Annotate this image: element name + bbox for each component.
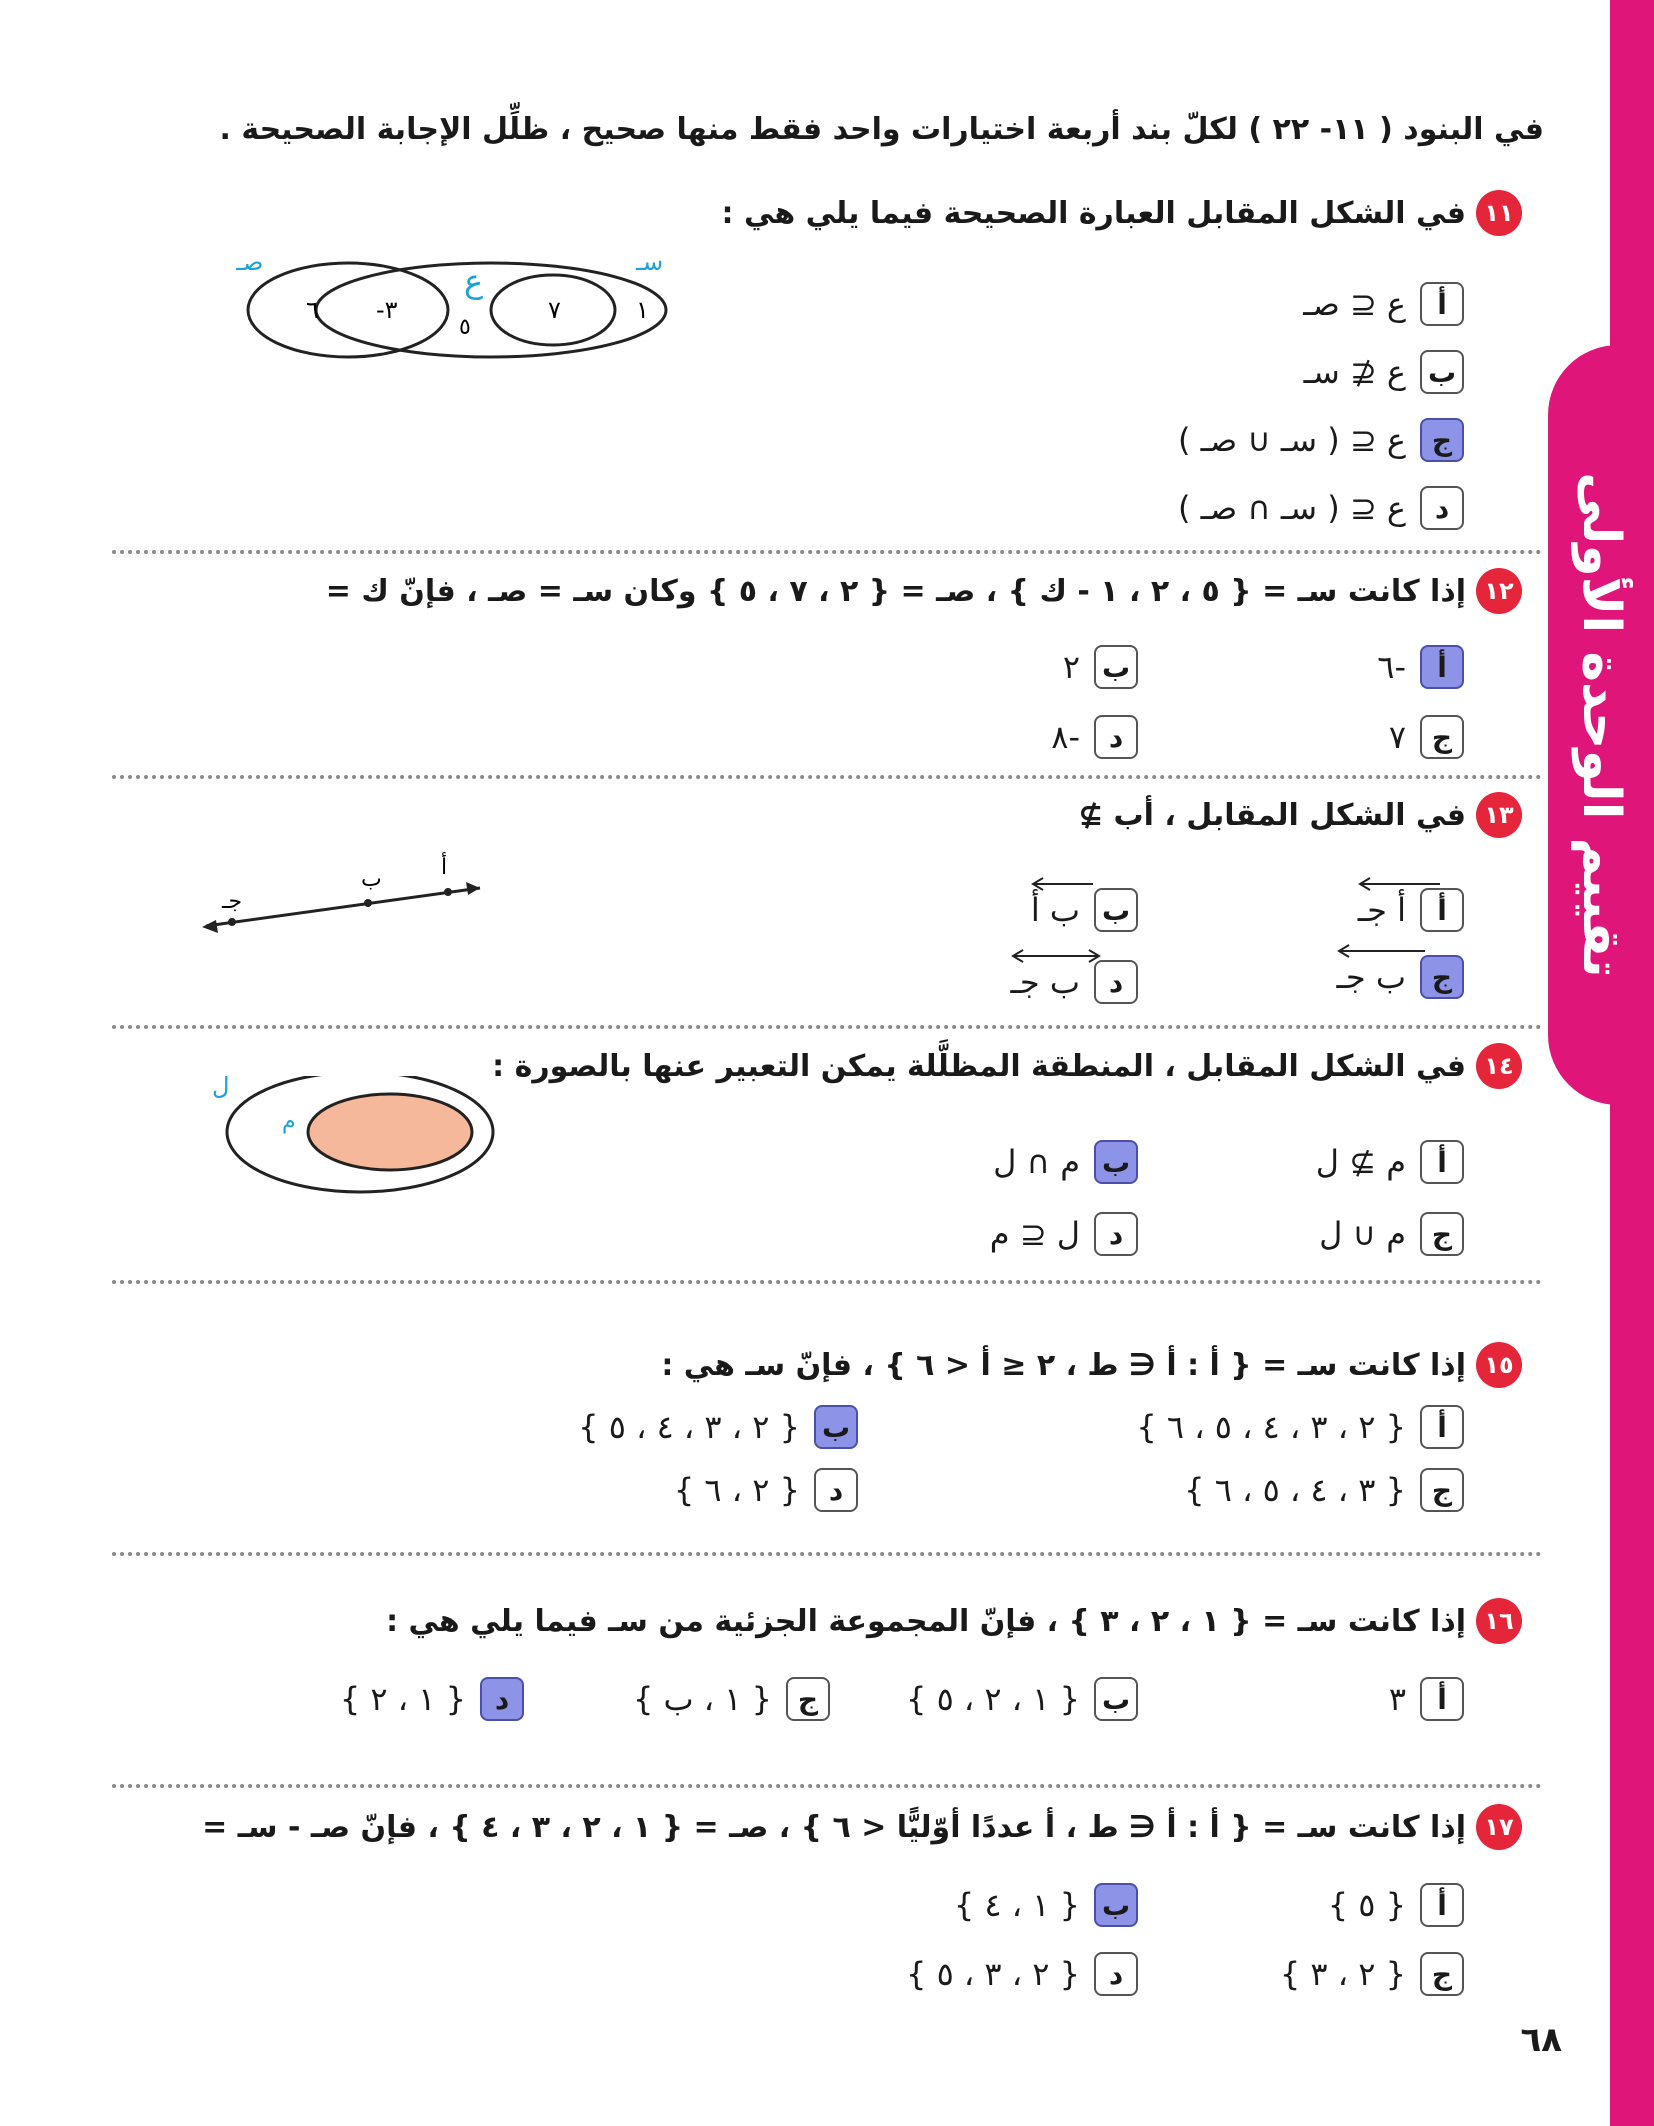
option-text: ل ⊆ م: [989, 1215, 1080, 1253]
point-label: أ: [441, 855, 448, 880]
option-letter[interactable]: د: [1094, 960, 1138, 1004]
option-letter[interactable]: ج: [1420, 1952, 1464, 1996]
venn-label-z: ع: [464, 262, 484, 300]
question-15-header: [661, 1342, 1522, 1388]
option-14-c[interactable]: [1319, 1212, 1464, 1256]
option-letter[interactable]: ب: [1420, 350, 1464, 394]
question-number: ١٢: [1476, 568, 1522, 614]
ray-arrow-icon: [1358, 877, 1442, 891]
option-16-c[interactable]: [633, 1677, 830, 1721]
set-label-outer: ل: [212, 1076, 230, 1100]
option-15-c[interactable]: [1184, 1468, 1464, 1512]
option-text: { ١ ، ٢ ، ٥ }: [906, 1680, 1080, 1718]
option-11-c[interactable]: [1178, 418, 1464, 462]
option-text: [1011, 963, 1080, 1001]
question-text: إذا كانت سـ = { أ : أ ∈ ط ، أ عددًا أوّليًّا < ٦ } ، صـ = { ١ ، ٢ ، ٣ ، ٤ } ، فإنّ صـ - سـ =: [202, 1809, 1466, 1845]
option-13-b[interactable]: [1031, 888, 1138, 932]
option-12-b[interactable]: [1063, 645, 1138, 689]
option-text: -٦: [1377, 648, 1406, 686]
option-text: ع ⊆ صـ: [1303, 285, 1406, 323]
line-arrow-icon: [1011, 949, 1101, 963]
option-13-c[interactable]: [1337, 955, 1464, 999]
ray-arrow-icon: [1031, 877, 1095, 891]
option-16-d[interactable]: [340, 1677, 524, 1721]
option-17-b[interactable]: [954, 1883, 1138, 1927]
question-text: في الشكل المقابل ، أب ⊉: [1077, 797, 1466, 833]
option-letter[interactable]: أ: [1420, 1677, 1464, 1721]
question-text: إذا كانت سـ = { ٥ ، ٢ ، ١ - ك } ، صـ = { ٢ ، ٧ ، ٥ } وكان سـ = صـ ، فإنّ ك =: [325, 573, 1466, 609]
option-17-a[interactable]: [1328, 1883, 1464, 1927]
option-letter-selected[interactable]: ب: [1094, 1883, 1138, 1927]
question-text: إذا كانت سـ = { أ : أ ∈ ط ، ٢ ≤ أ < ٦ } ، فإنّ سـ هي :: [661, 1347, 1466, 1383]
line-figure-13: [196, 850, 496, 940]
option-text: م ∪ ل: [1319, 1215, 1406, 1253]
option-letter[interactable]: ج: [1420, 1468, 1464, 1512]
question-12-header: [326, 568, 1522, 614]
question-16-header: [386, 1598, 1522, 1644]
option-text: { ٢ ، ٣ }: [1279, 1955, 1406, 1993]
option-letter-selected[interactable]: ب: [814, 1405, 858, 1449]
question-11-header: [722, 190, 1522, 236]
separator: [112, 1025, 1542, 1029]
separator: [112, 550, 1542, 554]
option-text: { ٣ ، ٤ ، ٥ ، ٦ }: [1184, 1471, 1406, 1509]
option-value: أ جـ: [1357, 891, 1406, 929]
option-16-b[interactable]: [906, 1677, 1138, 1721]
option-letter[interactable]: ب: [1094, 645, 1138, 689]
option-11-d[interactable]: [1178, 486, 1464, 530]
option-12-d[interactable]: [1051, 715, 1138, 759]
separator: [112, 775, 1542, 779]
option-letter[interactable]: ج: [786, 1677, 830, 1721]
option-letter[interactable]: ج: [1420, 715, 1464, 759]
unit-tab: [1548, 345, 1654, 1105]
option-17-c[interactable]: [1280, 1952, 1464, 1996]
option-letter[interactable]: ج: [1420, 1212, 1464, 1256]
option-text: ٣: [1388, 1680, 1406, 1718]
venn-element: ١: [636, 296, 649, 324]
question-number: ١٦: [1476, 1598, 1522, 1644]
option-11-a[interactable]: [1303, 282, 1464, 326]
point-label: جـ: [222, 889, 243, 914]
option-14-d[interactable]: [990, 1212, 1138, 1256]
option-letter[interactable]: أ: [1420, 1140, 1464, 1184]
venn-element: ٦: [306, 296, 319, 324]
option-15-d[interactable]: [674, 1468, 858, 1512]
option-text: { ١ ، ب }: [632, 1680, 772, 1718]
option-13-d[interactable]: [1011, 960, 1138, 1004]
option-text: م ⊉ ل: [1315, 1143, 1406, 1181]
page-number: ٦٨: [1520, 2020, 1562, 2060]
venn-element: ٥: [459, 315, 471, 340]
option-text: ٢: [1062, 648, 1080, 686]
option-14-a[interactable]: [1316, 1140, 1464, 1184]
venn-element: ٧: [548, 296, 561, 324]
option-text: { ٢ ، ٣ ، ٥ }: [906, 1955, 1080, 1993]
venn-diagram-11: [236, 250, 686, 370]
venn-label-x: سـ: [636, 250, 664, 276]
option-text: -٨: [1051, 718, 1080, 756]
option-letter-selected[interactable]: ج: [1420, 418, 1464, 462]
question-14-header: [492, 1043, 1522, 1089]
option-text: { ٢ ، ٣ ، ٤ ، ٥ }: [578, 1408, 800, 1446]
question-number: ١٣: [1476, 792, 1522, 838]
option-text: { ٥ }: [1327, 1886, 1406, 1924]
option-text: { ٢ ، ٣ ، ٤ ، ٥ ، ٦ }: [1136, 1408, 1406, 1446]
option-12-c[interactable]: [1389, 715, 1464, 759]
instructions: في البنود ( ١١- ٢٢ ) لكلّ بند أربعة اختيارات واحد فقط منها صحيح ، ظلِّل الإجابة الصحيحة .: [219, 112, 1544, 147]
option-value: ب جـ: [1010, 963, 1080, 1001]
question-number: ١٧: [1476, 1804, 1522, 1850]
option-14-b[interactable]: [993, 1140, 1138, 1184]
option-text: ع ⊈ سـ: [1303, 353, 1406, 391]
option-letter[interactable]: د: [1094, 1212, 1138, 1256]
ray-arrow-icon: [1337, 944, 1427, 958]
unit-tab-label: تقييم الوحدة الأولى: [1571, 472, 1631, 978]
option-text: م ∩ ل: [993, 1143, 1080, 1181]
question-17-header: [202, 1804, 1522, 1850]
venn-element: -٣: [376, 296, 398, 324]
option-letter[interactable]: أ: [1420, 282, 1464, 326]
option-letter-selected[interactable]: أ: [1420, 645, 1464, 689]
option-letter[interactable]: ب: [1094, 1677, 1138, 1721]
option-value: ب أ: [1030, 891, 1080, 929]
question-number: ١٥: [1476, 1342, 1522, 1388]
separator: [112, 1552, 1542, 1556]
option-text: { ١ ، ٢ }: [339, 1680, 466, 1718]
question-text: إذا كانت سـ = { ١ ، ٢ ، ٣ } ، فإنّ المجموعة الجزئية من سـ فيما يلي هي :: [386, 1603, 1466, 1639]
option-letter-selected[interactable]: ب: [1094, 1140, 1138, 1184]
option-text: [1031, 891, 1080, 929]
option-letter[interactable]: ب: [1094, 888, 1138, 932]
separator: [112, 1280, 1542, 1284]
option-11-b[interactable]: [1304, 350, 1464, 394]
option-letter[interactable]: د: [1094, 1952, 1138, 1996]
point-label: ب: [361, 867, 382, 892]
option-text: { ٢ ، ٦ }: [673, 1471, 800, 1509]
option-letter[interactable]: أ: [1420, 1883, 1464, 1927]
option-letter[interactable]: د: [1094, 715, 1138, 759]
separator: [112, 1784, 1542, 1788]
option-letter-selected[interactable]: د: [480, 1677, 524, 1721]
option-16-a[interactable]: [1389, 1677, 1464, 1721]
option-letter-selected[interactable]: ج: [1420, 955, 1464, 999]
question-text: في الشكل المقابل العبارة الصحيحة فيما يلي هي :: [721, 195, 1466, 231]
option-17-d[interactable]: [906, 1952, 1138, 1996]
option-text: [1358, 891, 1406, 929]
set-label-inner: م: [282, 1109, 296, 1134]
option-value: ب جـ: [1336, 958, 1406, 996]
question-13-header: [1078, 792, 1522, 838]
option-letter[interactable]: د: [1420, 486, 1464, 530]
venn-label-y: صـ: [236, 250, 264, 276]
option-text: { ١ ، ٤ }: [953, 1886, 1080, 1924]
option-text: ع ⊆ ( سـ ∩ صـ ): [1177, 489, 1406, 527]
option-text: ع ⊆ ( سـ ∪ صـ ): [1177, 421, 1406, 459]
option-13-a[interactable]: [1358, 888, 1464, 932]
question-number: ١٤: [1476, 1043, 1522, 1089]
option-text: ٧: [1388, 718, 1406, 756]
option-15-b[interactable]: [578, 1405, 858, 1449]
question-number: ١١: [1476, 190, 1522, 236]
option-letter[interactable]: أ: [1420, 888, 1464, 932]
option-letter[interactable]: د: [814, 1468, 858, 1512]
venn-diagram-14: [200, 1076, 520, 1206]
option-15-a[interactable]: [1136, 1405, 1464, 1449]
question-text: في الشكل المقابل ، المنطقة المظلَّلة يمكن التعبير عنها بالصورة :: [492, 1048, 1466, 1084]
option-text: [1337, 958, 1406, 996]
option-12-a[interactable]: [1377, 645, 1464, 689]
option-letter[interactable]: أ: [1420, 1405, 1464, 1449]
